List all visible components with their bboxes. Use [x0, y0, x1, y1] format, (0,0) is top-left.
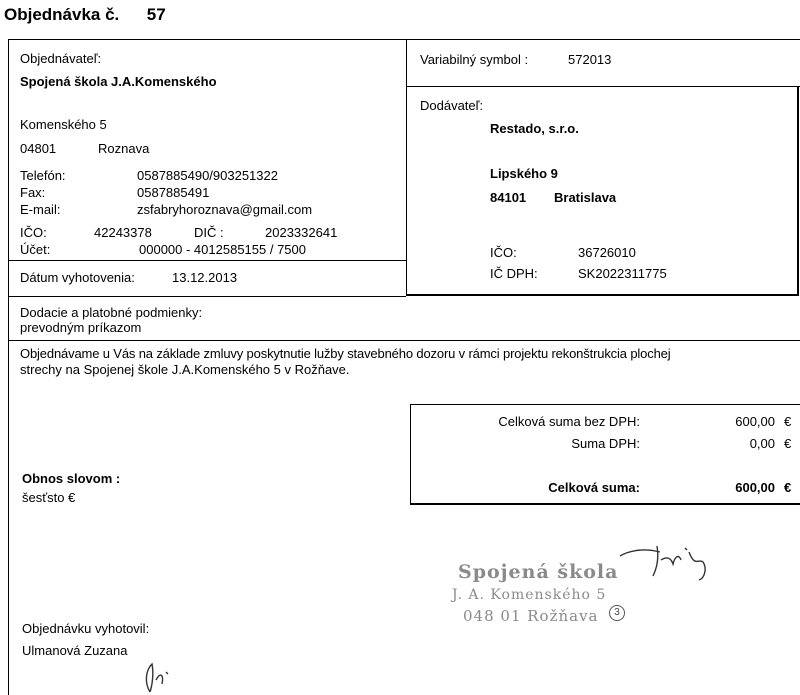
stamp-number-mark: 3	[609, 605, 625, 621]
fax-value: 0587885491	[137, 185, 210, 200]
supplier-name: Restado, s.r.o.	[490, 121, 579, 136]
net-total-value: 600,00	[735, 414, 775, 429]
stamp-line-2: J. A. Komenského 5	[452, 587, 607, 603]
grand-total-currency: €	[784, 480, 792, 495]
supplier-bottom-line	[406, 294, 799, 296]
frame-top-line	[8, 39, 800, 40]
issue-date-label: Dátum vyhotovenia:	[20, 270, 135, 285]
supplier-street: Lipského 9	[490, 166, 558, 181]
orderer-street: Komenského 5	[20, 117, 107, 132]
title-label: Objednávka č.	[4, 5, 120, 24]
vat-label: Suma DPH:	[571, 436, 640, 451]
supplier-zip: 84101	[490, 190, 527, 205]
phone-label: Telefón:	[20, 168, 66, 183]
supplier-ico-label: IČO:	[490, 245, 517, 260]
orderer-dic-value: 2023332641	[265, 225, 338, 240]
supplier-heading: Dodávateľ:	[420, 98, 484, 113]
email-value: zsfabryhoroznava@gmail.com	[137, 202, 313, 217]
conditions-label: Dodacie a platobné podmienky:	[20, 305, 203, 320]
supplier-icdph-label: IČ DPH:	[490, 266, 538, 281]
document-title	[4, 5, 166, 25]
fax-label: Fax:	[20, 185, 46, 200]
vat-value: 0,00	[749, 436, 775, 451]
orderer-ico-label: IČO:	[20, 225, 47, 240]
conditions-value: prevodným príkazom	[20, 320, 142, 335]
author-signature-icon	[138, 652, 178, 695]
orderer-ico-value: 42243378	[94, 225, 152, 240]
net-total-label: Celková suma bez DPH:	[498, 414, 640, 429]
variable-symbol-label: Variabilný symbol :	[420, 52, 529, 67]
orderer-city: Roznava	[98, 141, 150, 156]
order-text-line-1: Objednávame u Vás na základe zmluvy poskytnutie lužby stavebného dozoru v rámci projektu rekonštrukcia plochej	[20, 346, 671, 361]
variable-symbol-divider	[406, 86, 800, 87]
supplier-icdph-value: SK2022311775	[578, 266, 667, 281]
net-total-currency: €	[784, 414, 792, 429]
account-value: 000000 - 4012585155 / 7500	[139, 242, 306, 257]
stamp-line-3: 048 01 Rožňava	[463, 607, 599, 625]
supplier-ico-value: 36726010	[578, 245, 636, 260]
issue-date-divider	[8, 260, 406, 261]
supplier-right-line	[797, 86, 799, 295]
director-signature-icon	[615, 538, 725, 583]
supplier-city: Bratislava	[554, 190, 617, 205]
orderer-zip: 04801	[20, 141, 57, 156]
stamp-line-1: Spojená škola	[458, 561, 619, 583]
account-label: Účet:	[20, 242, 51, 257]
amount-in-words-value: šesťsto €	[22, 490, 76, 505]
grand-total-label: Celková suma:	[548, 480, 640, 495]
grand-total-value: 600,00	[735, 480, 775, 495]
variable-symbol-value: 572013	[568, 52, 612, 67]
author-name: Ulmanová Zuzana	[22, 643, 128, 658]
author-label: Objednávku vyhotovil:	[22, 621, 150, 636]
orderer-name: Spojená škola J.A.Komenského	[20, 74, 217, 89]
frame-left-line	[8, 39, 9, 695]
vat-currency: €	[784, 436, 792, 451]
order-text-line-2: strechy na Spojenej škole J.A.Komenského 5 v Rožňave.	[20, 362, 350, 377]
orderer-bottom-line	[8, 296, 406, 297]
orderer-heading: Objednávateľ:	[20, 51, 102, 66]
email-label: E-mail:	[20, 202, 61, 217]
conditions-bottom-line	[8, 340, 800, 341]
amount-in-words-label: Obnos slovom :	[22, 471, 121, 486]
phone-value: 0587885490/903251322	[137, 168, 278, 183]
issue-date-value: 13.12.2013	[172, 270, 238, 285]
order-number: 57	[146, 5, 166, 24]
orderer-dic-label: DIČ :	[194, 225, 224, 240]
frame-middle-line	[406, 39, 407, 295]
